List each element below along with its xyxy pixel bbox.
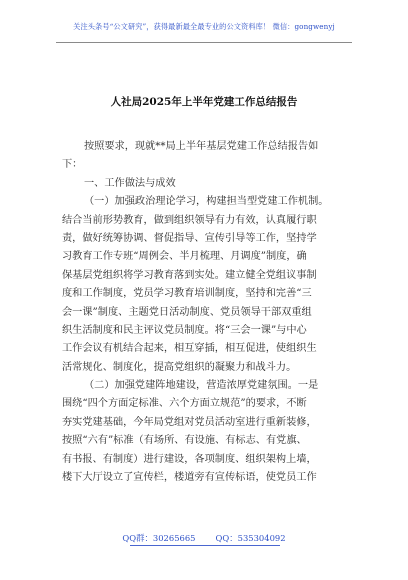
paragraph-line: 结合当前形势教育，做到组织领导有力有效，认真履行职 <box>62 214 317 226</box>
paragraph-line: 度和工作制度，党员学习教育培训制度，坚持和完善“三 <box>62 288 312 300</box>
footer-contact <box>0 532 408 544</box>
paragraph-line: 楼下大厅设立了宣传栏，楼道旁有宣传标语，使党员工作 <box>62 472 317 484</box>
paragraph-line: 按照“六有”标准（有场所、有设施、有标志、有党旗、 <box>62 435 307 447</box>
subsection-heading: （二）加强党建阵地建设，营造浓厚党建氛围。一是 <box>84 380 319 392</box>
paragraph-line: 习教育工作专班“周例会、半月梳理、月调度”制度，确 <box>62 251 307 263</box>
section-heading: 一、工作做法与成效 <box>84 177 176 189</box>
document-body <box>62 138 346 487</box>
paragraph-line: 责，做好统筹协调、督促指导、宣传引导等工作，坚持学 <box>62 232 317 244</box>
paragraph-line: 夯实党建基础，今年局党组对党员活动室进行重新装修， <box>62 416 317 428</box>
paragraph-line: 下： <box>62 159 83 171</box>
footer-underline <box>130 545 280 546</box>
paragraph-line: 织生活制度和民主评议党员制度。将“三会一课”与中心 <box>62 324 307 336</box>
header-divider <box>56 42 352 43</box>
subsection-heading: （一）加强政治理论学习，构建担当型党建工作机制。 <box>84 196 329 208</box>
paragraph-line: 会一课”制度、主题党日活动制度、党员领导干部双重组 <box>62 306 312 318</box>
paragraph-line: 活常规化、制度化，提高党组织的凝聚力和战斗力。 <box>62 361 297 373</box>
paragraph-line: 有书报、有制度）进行建设，各项制度、组织架构上墙， <box>62 453 317 465</box>
footer-qq-group: QQ群：30265665 <box>122 533 196 543</box>
paragraph-line: 保基层党组织将学习教育落到实处。建立健全党组议事制 <box>62 269 317 281</box>
paragraph-line: 按照要求，现就**局上半年基层党建工作总结报告如 <box>84 141 319 152</box>
header-banner: 关注头条号“公文研究”，获得最新最全最专业的公文资料库！ 微信：gongwenyj <box>73 22 335 31</box>
footer-qq: QQ：535304092 <box>215 533 286 543</box>
paragraph-line: 工作会议有机结合起来，相互穿插，相互促进，使组织生 <box>62 343 317 355</box>
paragraph-line: 围绕“四个方面定标准、六个方面立规范”的要求，不断 <box>62 398 307 410</box>
document-title: 人社局2025年上半年党建工作总结报告 <box>110 96 298 108</box>
